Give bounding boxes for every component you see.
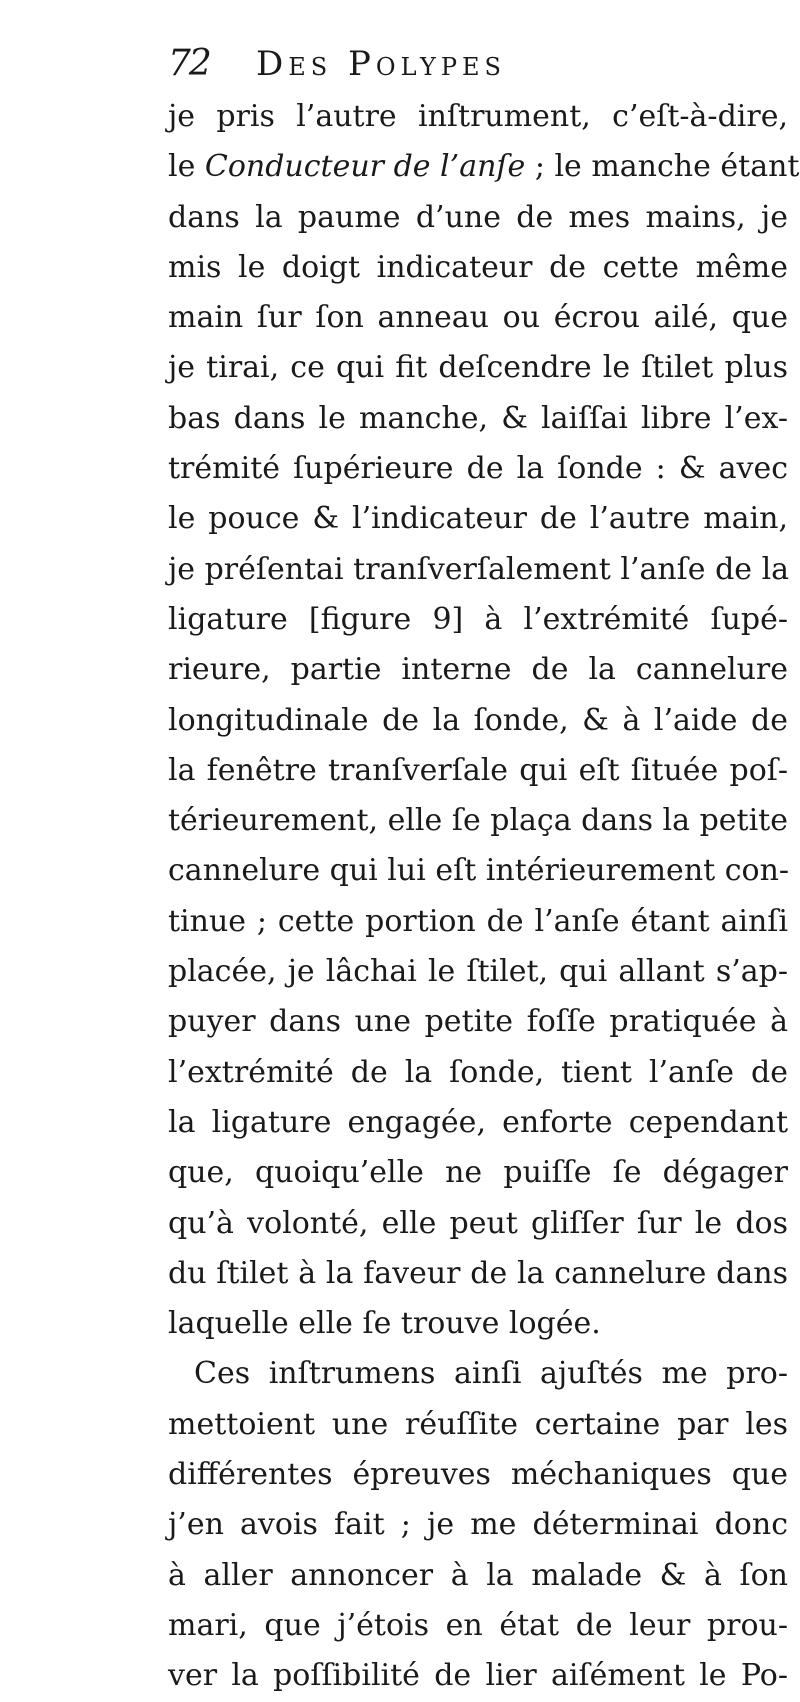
text-line: je préſentai tranſverſalement l’anſe de la	[168, 551, 790, 587]
text-line: ligature [figure 9] à l’extrémité ſupé-	[168, 601, 788, 637]
text-line: cannelure qui lui eſt intérieurement con-	[168, 853, 790, 889]
running-title: Des Polypes	[256, 44, 506, 84]
text-line	[168, 142, 800, 192]
page-number: 72	[168, 43, 210, 84]
text-line: l’extrémité de la ſonde, tient l’anſe de	[168, 1054, 788, 1090]
text-line: main ſur ſon anneau ou écrou ailé, que	[168, 300, 788, 336]
text-line: j’en avois fait ; je me déterminai donc	[168, 1507, 788, 1543]
text-line: mis le doigt indicateur de cette même	[168, 249, 788, 285]
text-line: à aller annoncer à la malade & à ſon	[168, 1557, 788, 1593]
text-line: trémité ſupérieure de la ſonde : & avec	[168, 451, 788, 487]
text-line: rieure, partie interne de la cannelure	[168, 652, 788, 688]
text-line: térieurement, elle ſe plaça dans la petite	[168, 803, 788, 839]
text-line: laquelle elle ſe trouve logée.	[168, 1306, 601, 1342]
text-line: différentes épreuves méchaniques que	[168, 1457, 788, 1493]
text-fragment: le	[168, 149, 205, 185]
text-line: tinue ; cette portion de l’anſe étant ainſi	[168, 903, 788, 939]
page-header	[168, 40, 788, 90]
text-line: du ſtilet à la faveur de la cannelure dans	[168, 1255, 788, 1291]
body-text	[168, 92, 800, 1702]
text-line: mari, que j’étois en état de leur prou-	[168, 1607, 788, 1643]
text-line: mettoient une réuſſite certaine par les	[168, 1406, 788, 1442]
text-line: le pouce & l’indicateur de l’autre main,	[168, 501, 788, 537]
text-line: je tirai, ce qui fit deſcendre le ſtilet plus	[168, 350, 788, 386]
text-line: ver la poſſibilité de lier aiſément le Po-	[168, 1658, 788, 1694]
text-line: la ligature engagée, enforte cependant	[168, 1104, 788, 1140]
text-line: bas dans le manche, & laiſſai libre l’ex-	[168, 400, 788, 436]
italic-term: Conducteur de l’anſe	[204, 149, 526, 185]
text-line: qu’à volonté, elle peut gliſſer ſur le dos	[168, 1205, 788, 1241]
text-line: placée, je lâchai le ſtilet, qui allant s’ap-	[168, 954, 788, 990]
text-line: puyer dans une petite foſſe pratiquée à	[168, 1004, 788, 1040]
text-line: Ces inſtrumens ainſi ajuſtés me pro-	[194, 1356, 788, 1392]
text-line: dans la paume d’une de mes mains, je	[168, 199, 788, 235]
text-line: je pris l’autre inſtrument, c’eſt-à-dire,	[168, 99, 788, 134]
text-fragment: ; le manche étant	[534, 149, 800, 185]
text-line: la fenêtre tranſverſale qui eſt ſituée poſ-	[168, 752, 788, 788]
text-line: longitudinale de la ſonde, & à l’aide de	[168, 702, 788, 738]
text-line: que, quoiqu’elle ne puiſſe ſe dégager	[168, 1155, 788, 1191]
